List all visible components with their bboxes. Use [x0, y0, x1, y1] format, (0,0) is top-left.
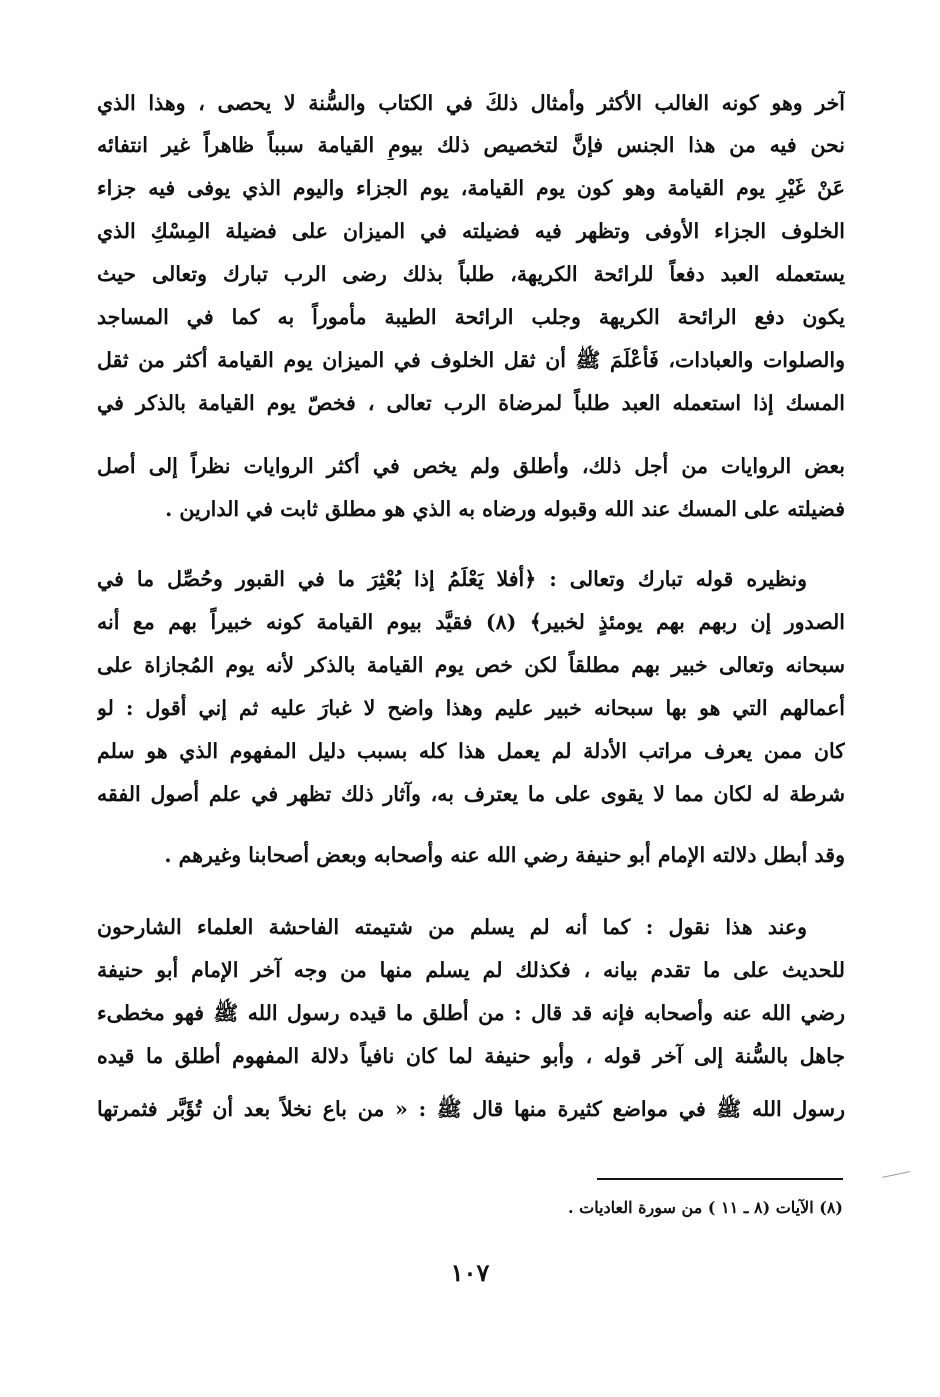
footnote: (٨) الآيات (٨ ـ ١١ ) من سورة العاديات . [568, 1198, 843, 1217]
text-line: فضيلته على المسك عند الله وقبوله ورضاه به الذي هو مطلق ثابت في الدارين . [165, 497, 845, 521]
text-line: ونظيره قوله تبارك وتعالى : ﴿أفلا يَعْلَمُ إذا بُعْثِرَ ما في القبور وحُصِّل ما في [97, 567, 807, 591]
text-line: يكون دفع الرائحة الكريهة وجلب الرائحة الطيبة مأموراً به كما في المساجد [97, 305, 845, 329]
text-line: كان ممن يعرف مراتب الأدلة لم يعمل هذا كله بسبب دليل المفهوم الذي هو سلم [97, 739, 845, 763]
text-line: بعض الروايات من أجل ذلك، وأطلق ولم يخص في أكثر الروايات نظراً إلى أصل [97, 454, 845, 478]
text-line: عَنْ غَيْرِ يوم القيامة وهو كون يوم القيامة، يوم الجزاء واليوم الذي يوفى فيه جزاء [97, 176, 845, 200]
text-line: الصدور إن ربهم بهم يومئذٍ لخبير﴾ (٨) فقيَّد بيوم القيامة كونه خبيراً بهم مع أنه [97, 610, 845, 634]
text-line: آخر وهو كونه الغالب الأكثر وأمثال ذلكَ في الكتاب والسُّنة لا يحصى ، وهذا الذي [97, 91, 845, 115]
text-line: شرطة له لكان مما لا يقوى على ما يعترف به، وآثار ذلك تظهر في علم أصول الفقه [97, 782, 845, 806]
text-line: أعمالهم التي هو بها سبحانه خبير عليم وهذا واضح لا غبارَ عليه ثم إني أقول : لو [97, 696, 845, 720]
text-line: سبحانه وتعالى خبير بهم مطلقاً لكن خص يوم القيامة بالذكر لأنه يوم المُجازاة على [97, 653, 845, 677]
text-line: جاهل بالسُّنة إلى آخر قوله ، وأبو حنيفة لما كان نافياً دلالة المفهوم أطلق ما قيده [97, 1044, 845, 1068]
text-line: يستعمله العبد دفعاً للرائحة الكريهة، طلباً بذلك رضى الرب تبارك وتعالى حيث [97, 262, 845, 286]
text-line: رضي الله عنه وأصحابه فإنه قد قال : من أطلق ما قيده رسول الله ﷺ فهو مخطىء [97, 1001, 845, 1025]
footnote-separator [597, 1178, 843, 1180]
text-line: نحن فيه من هذا الجنس فإنَّ لتخصيص ذلك بيومِ القيامة سبباً ظاهراً غير انتفائه [97, 133, 845, 157]
text-line: وقد أبطل دلالته الإمام أبو حنيفة رضي الله عنه وأصحابه وبعض أصحابنا وغيرهم . [164, 843, 845, 867]
text-line: رسول الله ﷺ في مواضع كثيرة منها قال ﷺ : « من باع نخلاً بعد أن تُؤَبَّر فثمرتها [97, 1097, 845, 1121]
page-number: ١٠٧ [450, 1258, 490, 1287]
text-line: للحديث على ما تقدم بيانه ، فكذلك لم يسلم منها من وجه آخر الإمام أبو حنيفة [97, 958, 845, 982]
scan-mark [882, 1171, 910, 1178]
text-line: وعند هذا نقول : كما أنه لم يسلم من شتيمته الفاحشة العلماء الشارحون [97, 915, 807, 939]
text-line: المسك إذا استعمله العبد طلباً لمرضاة الرب تعالى ، فخصّ يوم القيامة بالذكر في [97, 391, 845, 415]
text-line: الخلوف الجزاء الأوفى وتظهر فيه فضيلته في الميزان على فضيلة المِسْكِ الذي [97, 219, 845, 243]
text-line: والصلوات والعبادات، فَأَعْلَمَ ﷺ أن ثقل الخلوف في الميزان يوم القيامة أكثر من ثقل [97, 348, 845, 372]
